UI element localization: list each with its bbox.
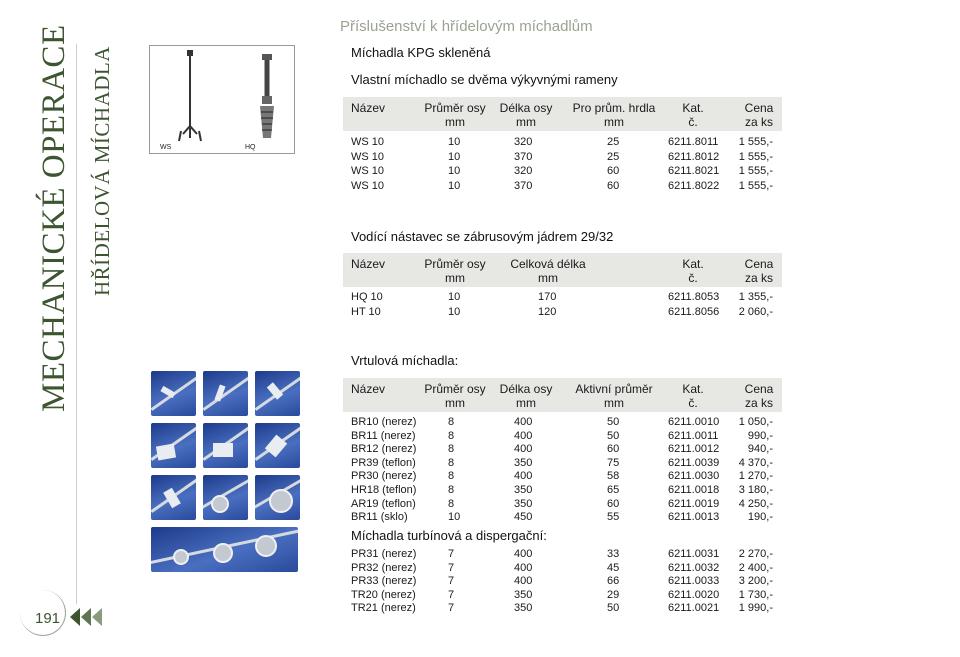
section1-table-header	[343, 97, 782, 131]
table-cell: 320	[514, 136, 533, 148]
table-cell: TR20 (nerez)	[351, 588, 416, 601]
table-cell: 6211.0030	[668, 470, 720, 483]
table-cell: 60	[607, 443, 620, 456]
table-cell: 1 555,-	[738, 165, 773, 177]
sidebar-title: MECHANICKÉ OPERACE	[36, 24, 72, 412]
table-cell: 350	[514, 588, 533, 601]
table-cell: 400	[514, 561, 533, 574]
table-cell: 75	[607, 456, 620, 469]
table-cell: 170	[538, 291, 557, 303]
table-cell: 1 730,-	[738, 588, 773, 601]
table-cell: 6211.0039	[668, 456, 720, 469]
table-cell: 58	[607, 470, 620, 483]
table-cell: 350	[514, 497, 533, 510]
product-photo-paddle-2	[203, 423, 248, 468]
table-cell: WS 10	[351, 165, 385, 177]
th-shaft-diameter: Průměr osy mm	[424, 382, 486, 410]
table-cell: 350	[514, 456, 533, 469]
table-cell: TR21 (nerez)	[351, 602, 416, 615]
table-cell: HR18 (teflon)	[351, 484, 417, 496]
product-photo-disc-1	[203, 475, 248, 520]
th-price: Cena za ks	[744, 101, 774, 129]
drawing-label-hq: HQ	[245, 144, 256, 151]
table-cell: 7	[448, 561, 455, 574]
table-cell: 7	[448, 602, 455, 615]
table-cell: 6211.0021	[668, 602, 720, 615]
table-cell: 6211.0032	[668, 561, 720, 574]
table-cell: 7	[448, 588, 455, 601]
th-active-diameter: Aktivní průměr mm	[575, 382, 653, 410]
stirrer-drawing	[149, 45, 295, 154]
table-cell: 1 050,-	[738, 416, 773, 428]
table-cell: 33	[607, 548, 620, 560]
table-cell: 10	[448, 165, 461, 177]
section4-title: Míchadla turbínová a dispergační:	[351, 528, 547, 543]
table-cell: 1 990,-	[738, 602, 773, 615]
table-cell: 3 200,-	[738, 575, 773, 588]
table-cell: 29	[607, 588, 620, 601]
product-photo-disc-2	[255, 475, 300, 520]
table-cell: 2 270,-	[738, 548, 773, 560]
table-cell: 190,-	[747, 511, 773, 524]
table-cell: 6211.0013	[668, 511, 720, 524]
table-cell: 1 270,-	[738, 470, 773, 483]
table-cell: 990,-	[747, 429, 773, 442]
table-cell: 6211.8022	[668, 179, 720, 192]
product-photo-impeller-1	[151, 475, 196, 520]
th-shaft-length: Délka osy mm	[499, 382, 553, 410]
section1-subtitle: Vlastní míchadlo se dvěma výkyvnými rameny	[351, 72, 618, 87]
table-cell: 8	[448, 456, 455, 469]
table-cell: PR33 (nerez)	[351, 575, 417, 588]
table-cell: 25	[607, 150, 620, 163]
table-cell: 370	[514, 150, 533, 163]
table-cell: PR32 (nerez)	[351, 561, 417, 574]
table-cell: 1 555,-	[738, 150, 773, 163]
th-price: Cena za ks	[744, 257, 774, 285]
table-cell: 6211.0020	[668, 588, 720, 601]
th-cat-no: Kat. č.	[682, 257, 704, 285]
table-cell: 1 555,-	[738, 179, 773, 192]
th-name: Název	[351, 257, 386, 271]
table-cell: 45	[607, 561, 620, 574]
table-cell: 400	[514, 416, 533, 428]
th-name: Název	[351, 101, 386, 115]
table-cell: 8	[448, 497, 455, 510]
table-cell: 60	[607, 497, 620, 510]
table-cell: WS 10	[351, 150, 385, 163]
table-cell: 6211.8053	[668, 291, 720, 303]
table-cell: 60	[607, 179, 620, 192]
table-cell: BR11 (sklo)	[351, 511, 408, 524]
table-cell: AR19 (teflon)	[351, 497, 416, 510]
page-header: Příslušenství k hřídelovým míchadlům	[340, 18, 593, 35]
table-cell: 8	[448, 429, 455, 442]
back-arrows-icon[interactable]	[70, 608, 102, 626]
product-photo-paddle-1	[151, 423, 196, 468]
th-price: Cena za ks	[744, 382, 774, 410]
table-cell: 350	[514, 484, 533, 496]
table-cell: 6211.0012	[668, 443, 720, 456]
table-cell: 50	[607, 602, 620, 615]
section2-title: Vodící nástavec se zábrusovým jádrem 29/32	[351, 229, 614, 244]
table-cell: 4 250,-	[738, 497, 773, 510]
table-cell: 6211.8011	[668, 136, 719, 148]
th-total-length: Celková délka mm	[510, 257, 586, 285]
table-cell: 6211.8021	[668, 165, 720, 177]
table-cell: 6211.0011	[668, 429, 719, 442]
page-number: 191	[35, 610, 61, 627]
sidebar-divider	[76, 44, 77, 604]
table-cell: 400	[514, 443, 533, 456]
table-cell: PR31 (nerez)	[351, 548, 417, 560]
table-cell: 66	[607, 575, 620, 588]
table-cell: 6211.0019	[668, 497, 720, 510]
table-cell: 10	[448, 511, 461, 524]
table-cell: 350	[514, 602, 533, 615]
table-cell: 60	[607, 165, 620, 177]
table-cell: 6211.8012	[668, 150, 720, 163]
section2-table-header	[343, 253, 782, 287]
table-cell: HQ 10	[351, 291, 383, 303]
th-shaft-length: Délka osy mm	[499, 101, 553, 129]
table-cell: 10	[448, 291, 461, 303]
th-neck-diameter: Pro prům. hrdla mm	[572, 101, 656, 129]
table-cell: 2 060,-	[738, 305, 773, 318]
table-cell: BR12 (nerez)	[351, 443, 417, 456]
table-cell: 1 355,-	[738, 291, 773, 303]
th-shaft-diameter: Průměr osy mm	[424, 257, 486, 285]
table-cell: 8	[448, 470, 455, 483]
th-cat-no: Kat. č.	[682, 101, 704, 129]
table-cell: 55	[607, 511, 620, 524]
section3-table-header	[343, 378, 782, 412]
th-cat-no: Kat. č.	[682, 382, 704, 410]
product-photo-propeller-2	[203, 371, 248, 416]
table-cell: 450	[514, 511, 533, 524]
product-photo-propeller-3	[255, 371, 300, 416]
table-cell: 8	[448, 484, 455, 496]
table-cell: HT 10	[351, 305, 381, 318]
table-cell: 50	[607, 429, 620, 442]
table-cell: 10	[448, 136, 461, 148]
table-cell: BR11 (nerez)	[351, 429, 416, 442]
table-cell: 4 370,-	[738, 456, 773, 469]
table-cell: 320	[514, 165, 533, 177]
table-cell: WS 10	[351, 136, 385, 148]
table-cell: 8	[448, 416, 455, 428]
drawing-label-ws: WS	[160, 144, 172, 151]
table-cell: 400	[514, 548, 533, 560]
table-cell: 400	[514, 575, 533, 588]
table-cell: 10	[448, 150, 461, 163]
table-cell: 6211.0018	[668, 484, 720, 496]
table-cell: 400	[514, 470, 533, 483]
table-cell: 2 400,-	[738, 561, 773, 574]
table-cell: 65	[607, 484, 620, 496]
table-cell: 6211.0010	[668, 416, 720, 428]
sidebar-subtitle: HŘÍDELOVÁ MÍCHADLA	[90, 46, 114, 296]
table-cell: 120	[538, 305, 557, 318]
product-photo-turbines	[151, 527, 298, 572]
table-cell: 940,-	[747, 443, 773, 456]
table-cell: 10	[448, 179, 461, 192]
table-cell: 6211.8056	[668, 305, 720, 318]
table-cell: PR39 (teflon)	[351, 456, 416, 469]
table-cell: PR30 (nerez)	[351, 470, 417, 483]
section1-title: Míchadla KPG skleněná	[351, 45, 491, 60]
table-cell: 6211.0033	[668, 575, 720, 588]
table-cell: WS 10	[351, 179, 385, 192]
table-cell: 10	[448, 305, 461, 318]
table-cell: 50	[607, 416, 620, 428]
table-cell: 7	[448, 548, 455, 560]
product-photo-paddle-3	[255, 423, 300, 468]
table-cell: BR10 (nerez)	[351, 416, 417, 428]
table-cell: 1 555,-	[738, 136, 773, 148]
table-cell: 400	[514, 429, 533, 442]
th-name: Název	[351, 382, 386, 396]
table-cell: 3 180,-	[738, 484, 773, 496]
section3-title: Vrtulová míchadla:	[351, 353, 459, 368]
table-cell: 6211.0031	[668, 548, 720, 560]
table-cell: 25	[607, 136, 620, 148]
table-cell: 7	[448, 575, 455, 588]
th-shaft-diameter: Průměr osy mm	[424, 101, 486, 129]
table-cell: 370	[514, 179, 533, 192]
product-photo-propeller-1	[151, 371, 196, 416]
table-cell: 8	[448, 443, 455, 456]
